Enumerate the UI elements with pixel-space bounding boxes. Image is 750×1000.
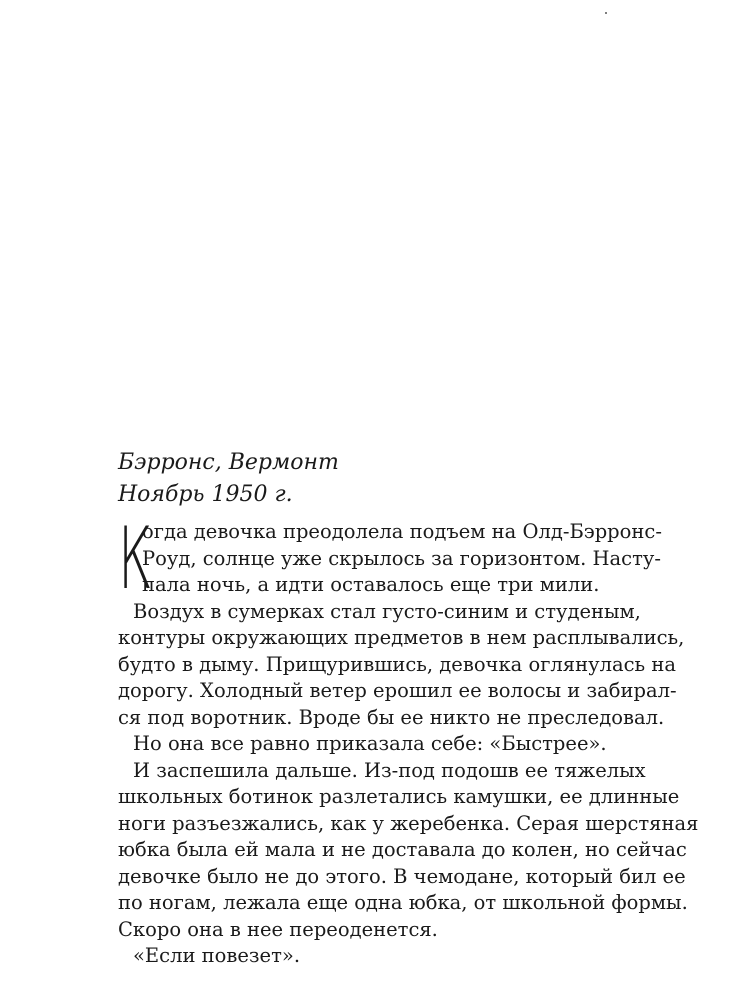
chapter-heading — [118, 447, 339, 511]
text-line: контуры окружающих предметов в нем расплывались, — [118, 626, 685, 649]
text-line: «Если повезет». — [133, 944, 301, 967]
drop-cap-letter: К — [118, 509, 152, 609]
text-line: девочке было не до этого. В чемодане, который бил ее — [118, 864, 686, 888]
body-text — [118, 509, 699, 970]
heading-date: Ноябрь 1950 г. — [118, 482, 293, 507]
paper-speck — [605, 12, 607, 14]
text-line: Скоро она в нее переоденется. — [118, 917, 438, 941]
text-line: будто в дыму. Прищурившись, девочка оглянулась на — [118, 652, 676, 676]
text-line: пала ночь, а идти оставалось еще три мили. — [142, 573, 600, 596]
text-line: Но она все равно приказала себе: «Быстрее». — [133, 732, 607, 755]
text-line: Роуд, солнце уже скрылось за горизонтом. Насту- — [142, 546, 661, 570]
text-line: Воздух в сумерках стал густо-синим и студеным, — [133, 599, 641, 623]
text-line: школьных ботинок разлетались камушки, ее длинные — [118, 785, 680, 808]
text-line: ноги разъезжались, как у жеребенка. Серая шерстяная — [118, 811, 699, 835]
heading-place: Бэрронс, Вермонт — [118, 450, 339, 475]
text-line: И заспешила дальше. Из-под подошв ее тяжелых — [133, 758, 646, 782]
text-line: ся под воротник. Вроде бы ее никто не преследовал. — [118, 705, 665, 729]
text-line: огда девочка преодолела подъем на Олд-Бэрронс- — [142, 520, 662, 543]
text-line: дорогу. Холодный ветер ерошил ее волосы и забирал- — [118, 679, 677, 702]
text-line: юбка была ей мала и не доставала до колен, но сейчас — [118, 838, 687, 861]
text-line: по ногам, лежала еще одна юбка, от школьной формы. — [118, 891, 688, 914]
